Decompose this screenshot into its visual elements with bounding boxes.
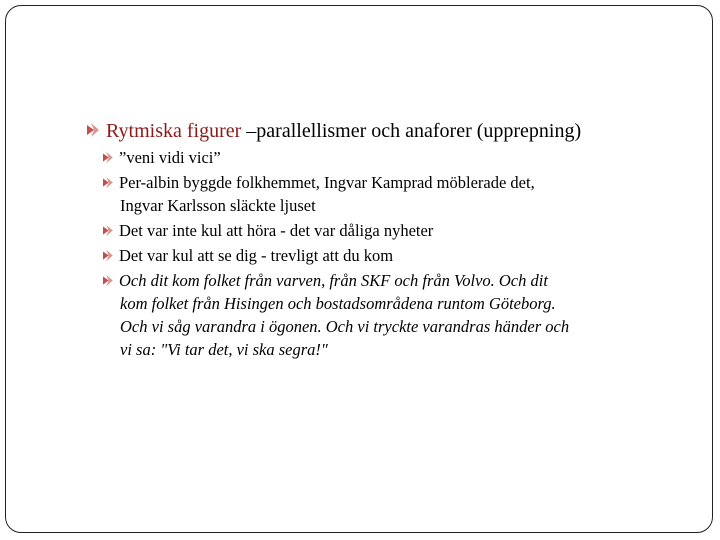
item-continuation: vi sa: "Vi tar det, vi ska segra!" (120, 340, 328, 359)
bullet-icon (102, 151, 117, 164)
bullet-icon (86, 122, 104, 138)
item-continuation: kom folket från Hisingen och bostadsområdena runtom Göteborg. (120, 294, 556, 313)
list-item (102, 175, 535, 192)
item-continuation: Ingvar Karlsson släckte ljuset (120, 196, 316, 215)
list-item (102, 223, 433, 240)
item-text: Det var inte kul att höra - det var dåliga nyheter (119, 221, 434, 240)
heading-line (86, 121, 581, 141)
item-continuation: Och vi såg varandra i ögonen. Och vi tryckte varandras händer och (120, 317, 570, 336)
heading-rest: –parallellismer och anaforer (upprepning) (241, 120, 582, 142)
bullet-icon (102, 274, 117, 287)
list-item (102, 248, 393, 265)
item-text: Det var kul att se dig - trevligt att du kom (119, 246, 394, 265)
list-item (102, 273, 548, 290)
item-text: Och dit kom folket från varven, från SKF och från Volvo. Och dit (119, 271, 548, 290)
item-text: ”veni vidi vici” (119, 148, 221, 167)
item-text: Per-albin byggde folkhemmet, Ingvar Kamprad möblerade det, (119, 173, 535, 192)
bullet-icon (102, 176, 117, 189)
bullet-icon (102, 224, 117, 237)
bullet-icon (102, 249, 117, 262)
list-item (102, 150, 221, 167)
heading-title: Rytmiska figurer (106, 120, 242, 142)
